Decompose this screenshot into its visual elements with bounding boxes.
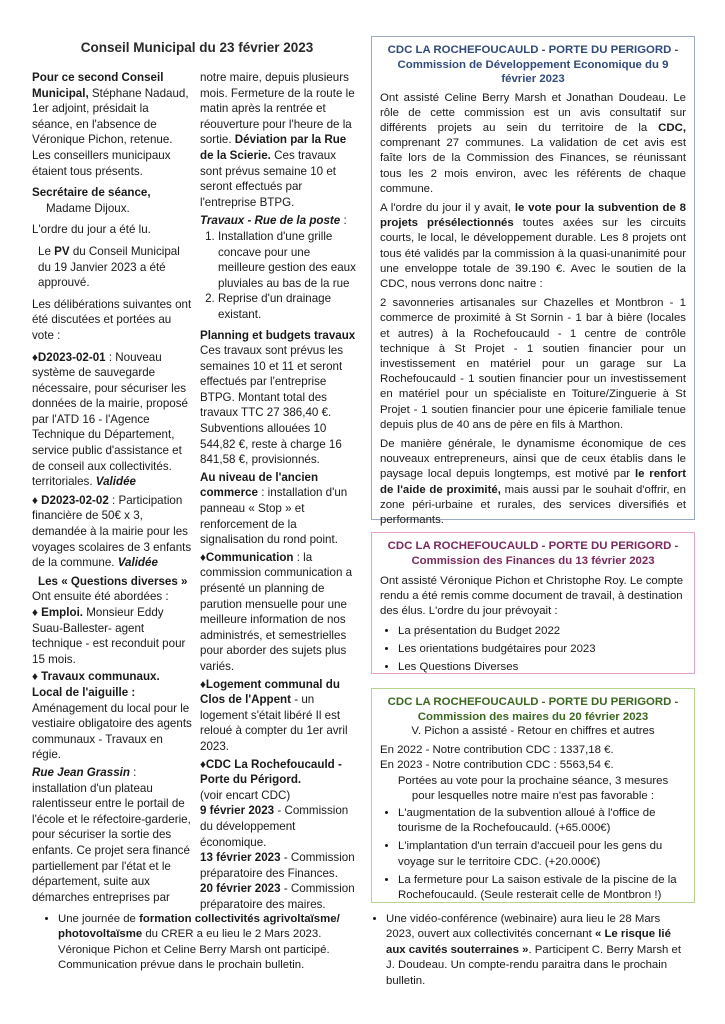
grassin-paragraph bbox=[32, 765, 192, 905]
deliberation-1-code: ♦D2023-02-01 bbox=[32, 350, 106, 364]
footer-left-b: formation collectivités agrivoltaïsme/ photovoltaïsme bbox=[58, 913, 340, 941]
travaux-label: ♦ Travaux communaux. bbox=[32, 670, 160, 684]
box-heading: CDC LA ROCHEFOUCAULD - PORTE DU PERIGORD - bbox=[387, 44, 679, 56]
eco-p2-a: A l'ordre du jour il y avait, bbox=[380, 201, 515, 214]
poste-list bbox=[200, 229, 358, 323]
date-20-bold: 20 février 2023 bbox=[200, 882, 281, 896]
commerce-paragraph bbox=[200, 470, 358, 548]
intro-paragraph bbox=[32, 70, 192, 179]
cdc-bold: ♦CDC La Rochefoucauld - Porte du Périgord. bbox=[200, 757, 342, 787]
box-subheading: Commission des maires du 20 février 2023 bbox=[417, 710, 649, 723]
eco-p1-b: CDC, bbox=[658, 121, 686, 134]
deliberation-2-text: : Participation financière de 50€ x 3, demandée à la mairie pour les voyages scolaires de 3 enfants de la commune. bbox=[32, 493, 192, 570]
pv-text: du Conseil Municipal du 19 Janvier 2023 a été approuvé. bbox=[38, 244, 180, 290]
column-left bbox=[32, 70, 192, 911]
list-item: • Les orientations budgétaires pour 2023 bbox=[398, 642, 686, 657]
column-middle bbox=[200, 70, 358, 912]
emploi-text: Monsieur Eddy Suau-Ballester- agent technique - est reconduit pour 15 mois. bbox=[32, 606, 186, 666]
box-heading: CDC LA ROCHEFOUCAULD - PORTE DU PERIGORD - bbox=[387, 696, 679, 708]
emploi-paragraph bbox=[32, 605, 192, 667]
eco-paragraph-4 bbox=[380, 437, 686, 528]
finances-intro: Ont assisté Véronique Pichon et Christophe Roy. Le compte rendu a été remis comme document de travail, à destination des élus. L'ordre du jour prévoyait : bbox=[380, 575, 684, 618]
planning-title: Planning et budgets travaux bbox=[200, 328, 356, 342]
deliberation-1-text: : Nouveau système de sauvegarde nécessaire, pour sécuriser les données de la mairie, proposé par l'ATD 16 - l'Agence Technique du Département, service public d'assistance et de conseil aux collectivités. territoriales. bbox=[32, 350, 188, 489]
list-item: • La présentation du Budget 2022 bbox=[398, 624, 686, 639]
pv-pre: Le bbox=[38, 244, 55, 258]
commerce-bold: Au niveau de l'ancien commerce bbox=[200, 470, 319, 500]
box-heading: CDC LA ROCHEFOUCAULD - PORTE DU PERIGORD - bbox=[387, 540, 679, 552]
questions-title: Les « Questions diverses » bbox=[38, 574, 188, 588]
box-subheading: Commission des Finances du 13 février 2023 bbox=[411, 554, 655, 567]
logement-text: - un logement s'était libéré Il est reloué à compter du 1er avril 2023. bbox=[200, 693, 348, 753]
eco-p2-b: le vote pour la subvention de 8 projets présélectionnés bbox=[380, 201, 686, 230]
questions-sub: Ont ensuite été abordées : bbox=[32, 590, 169, 604]
deviation-bold: Déviation par la Rue de la Scierie. bbox=[200, 133, 347, 162]
ordre-du-jour: L'ordre du jour a été lu. bbox=[32, 223, 151, 237]
secretaire-name: Madame Dijoux. bbox=[46, 201, 130, 215]
list-item: • Les Questions Diverses bbox=[398, 660, 686, 675]
eco-p1-a: Ont assisté Celine Berry Marsh et Jonathan Doudeau. Le rôle de cette commission est un avis consultatif sur différents projets au sein du territoire de la bbox=[380, 91, 686, 134]
date-9 bbox=[200, 803, 358, 850]
maires-vote: Portées au vote pour la prochaine séance, 3 mesures pour lesquelles notre maire n'est pas favorable : bbox=[397, 774, 669, 802]
pv-paragraph bbox=[32, 244, 192, 291]
deliberations-intro: Les délibérations suivantes ont été discutées et portées au vote : bbox=[32, 297, 192, 342]
list-item bbox=[386, 912, 690, 989]
date-13-text: - Commission préparatoire des Finances. bbox=[200, 851, 355, 880]
date-13 bbox=[200, 850, 358, 881]
cdc-text: (voir encart CDC) bbox=[200, 788, 291, 802]
list-item bbox=[58, 912, 352, 974]
deviation-text: Ces travaux sont prévus semaine 10 et seront effectués par l'entreprise BTPG. bbox=[200, 148, 336, 209]
poste-title bbox=[200, 213, 358, 229]
eco-p2-c: toutes axées sur les circuits courts, le local, le développement durable. Les 8 projets ont tous été validés par la commission à la quasi-unanimité pour une enveloppe totale de 39.190 €. Avec le soutien de la CDC, nous verrons donc naitre : bbox=[380, 217, 686, 290]
grassin-continued bbox=[200, 70, 358, 210]
grassin-cont-text: notre maire, depuis plusieurs mois. Fermeture de la route le matin après la rentrée et réouverture pour l'heure de la sortie. bbox=[200, 71, 355, 147]
deliberation-2 bbox=[32, 493, 192, 571]
communication-text: : la commission communication a présenté un planning de parution mensuelle pour une meilleure information de nos administrés, et semestrielles pour aborder des sujets plus variés. bbox=[200, 550, 353, 673]
list-item: • La fermeture pour La saison estivale de la piscine de la Rochefoucauld. (Seule resterait celle de Montbron !) bbox=[398, 873, 686, 903]
box-subheading: Commission de Développement Economique du 9 février 2023 bbox=[397, 58, 669, 85]
aiguille-label: Local de l'aiguille : bbox=[32, 685, 136, 699]
communication-bold: ♦Communication bbox=[200, 550, 294, 564]
logement-paragraph bbox=[200, 677, 358, 755]
intro-text: Stéphane Nadaud, 1er adjoint, présidait la séance, en l'absence de Véronique Pichon, retenue. Les conseillers municipaux étaient tous présents. bbox=[32, 86, 189, 178]
date-20 bbox=[200, 881, 358, 912]
box-maires bbox=[371, 688, 695, 903]
contribution-2023: En 2023 - Notre contribution CDC : 5563,54 €. bbox=[380, 759, 614, 772]
footer-left-a: Une journée de bbox=[58, 913, 140, 925]
box-body bbox=[380, 91, 686, 529]
deliberation-1-status: Validée bbox=[95, 475, 136, 489]
box-economic-development bbox=[371, 36, 695, 526]
footer-right-c: . Participent C. Berry Marsh et J. Doudeau. Un compte-rendu paraitra dans le prochain bulletin. bbox=[386, 943, 682, 987]
eco-p4-a: De manière générale, le dynamisme économique de ces nouveaux entrepreneurs, ainsi que de ceux établis dans le paysage local depuis longtemps, est motivé par bbox=[380, 437, 686, 481]
list-item: • L'implantation d'un terrain d'accueil pour les gens du voyage sur le territoire CDC. (+20.000€) bbox=[398, 839, 686, 869]
footer-right bbox=[368, 912, 690, 989]
maires-sub: V. Pichon a assisté - Retour en chiffres et autres bbox=[411, 725, 655, 737]
contribution-2022: En 2022 - Notre contribution CDC : 1337,18 €. bbox=[380, 744, 614, 757]
box-finances bbox=[371, 532, 695, 674]
list-item: 2. Reprise d'un drainage existant. bbox=[218, 291, 358, 322]
date-9-text: - Commission du développement économique. bbox=[200, 804, 349, 849]
finances-list bbox=[380, 624, 686, 676]
list-item: 1. Installation d'une grille concave pour une meilleure gestion des eaux pluviales au bas de la rue bbox=[218, 229, 358, 291]
secretaire-label: Secrétaire de séance, bbox=[32, 186, 151, 200]
logement-bold: ♦Logement communal du Clos de l'Appent bbox=[200, 677, 340, 707]
footer-left bbox=[40, 912, 352, 974]
eco-p4-b: le renfort de l'aide de proximité, bbox=[380, 468, 686, 496]
footer-right-b: « Le risque lié aux cavités souterraines » bbox=[386, 928, 671, 956]
page-title: Conseil Municipal du 23 février 2023 bbox=[80, 40, 314, 55]
grassin-text: : installation d'un plateau ralentisseur entre le portail de l'école et le réfectoire-garderie, pour sécuriser la sortie des enfants. Ce projet sera financé partiellement par l'état et le département, suite aux démarches entreprises par bbox=[32, 765, 191, 904]
eco-paragraph-3: 2 savonneries artisanales sur Chazelles et Montbron - 1 commerce de proximité à St Sornin - 1 bar à bière (locales et autres) à la Rochefoucauld - 1 centre de contrôle technique à St Projet - 1 soutien financier pour un investissement en matériel pour un garage sur La Rochefoucauld - 1 soutien financier pour un investissement en matériel pour un spécialiste en Toiture/Zinguerie à St Projet - 1 soutien financier pour une épicerie familiale tenue depuis plus de 40 ans de père en fils à Marthon. bbox=[380, 297, 686, 431]
eco-paragraph-2 bbox=[380, 201, 686, 292]
intro-bold: Pour ce second Conseil Municipal, bbox=[32, 71, 164, 100]
eco-paragraph-1 bbox=[380, 91, 686, 197]
deliberation-1 bbox=[32, 350, 192, 490]
commerce-text: : installation d'un panneau « Stop » et renforcement de la signalisation du rond point. bbox=[200, 486, 348, 547]
pv-bold: PV bbox=[54, 244, 70, 258]
footer-right-a: Une vidéo-conférence (webinaire) aura lieu le 28 Mars 2023, ouvert aux collectivités concernant bbox=[386, 913, 661, 941]
footer-left-c: du CRER a eu lieu le 2 Mars 2023. Véronique Pichon et Celine Berry Marsh ont participé. Communication prévue dans le prochain bulletin. bbox=[58, 928, 330, 972]
date-9-bold: 9 février 2023 bbox=[200, 804, 275, 818]
planning-text: Ces travaux sont prévus les semaines 10 et 11 et seront effectués par l'entreprise BTPG. Montant total des travaux TTC 27 386,40 €. Subventions allouées 10 544,82 €, reste à charge 16 841,58 €, provisionnés. bbox=[200, 344, 344, 467]
date-13-bold: 13 février 2023 bbox=[200, 851, 281, 865]
eco-p1-c: comprenant 27 communes. La validation de cet avis est faîte lors de la Commission des Finances, se réunissant tous les 2 mois environ, avec les référents de chaque commune. bbox=[380, 137, 686, 195]
deliberation-2-status: Validée bbox=[117, 556, 158, 570]
poste-colon: : bbox=[340, 214, 347, 228]
emploi-label: ♦ Emploi. bbox=[32, 606, 84, 619]
grassin-label: Rue Jean Grassin bbox=[32, 765, 130, 779]
maires-list bbox=[380, 806, 686, 903]
communication-paragraph bbox=[200, 550, 358, 675]
list-item: • L'augmentation de la subvention alloué à l'office de tourisme de la Rochefoucauld. (+65.000€) bbox=[398, 806, 686, 836]
date-20-text: - Commission préparatoire des maires. bbox=[200, 882, 355, 911]
deliberation-2-code: ♦ D2023-02-02 bbox=[32, 493, 109, 507]
aiguille-text: Aménagement du local pour le vestiaire obligatoire des agents communaux - Travaux en régie. bbox=[32, 701, 192, 762]
poste-title-text: Travaux - Rue de la poste bbox=[200, 214, 341, 228]
eco-p4-c: mais aussi par le souhait d'offrir, en zone péri-urbaine et rurales, des services diversifiés et performants. bbox=[380, 483, 686, 526]
